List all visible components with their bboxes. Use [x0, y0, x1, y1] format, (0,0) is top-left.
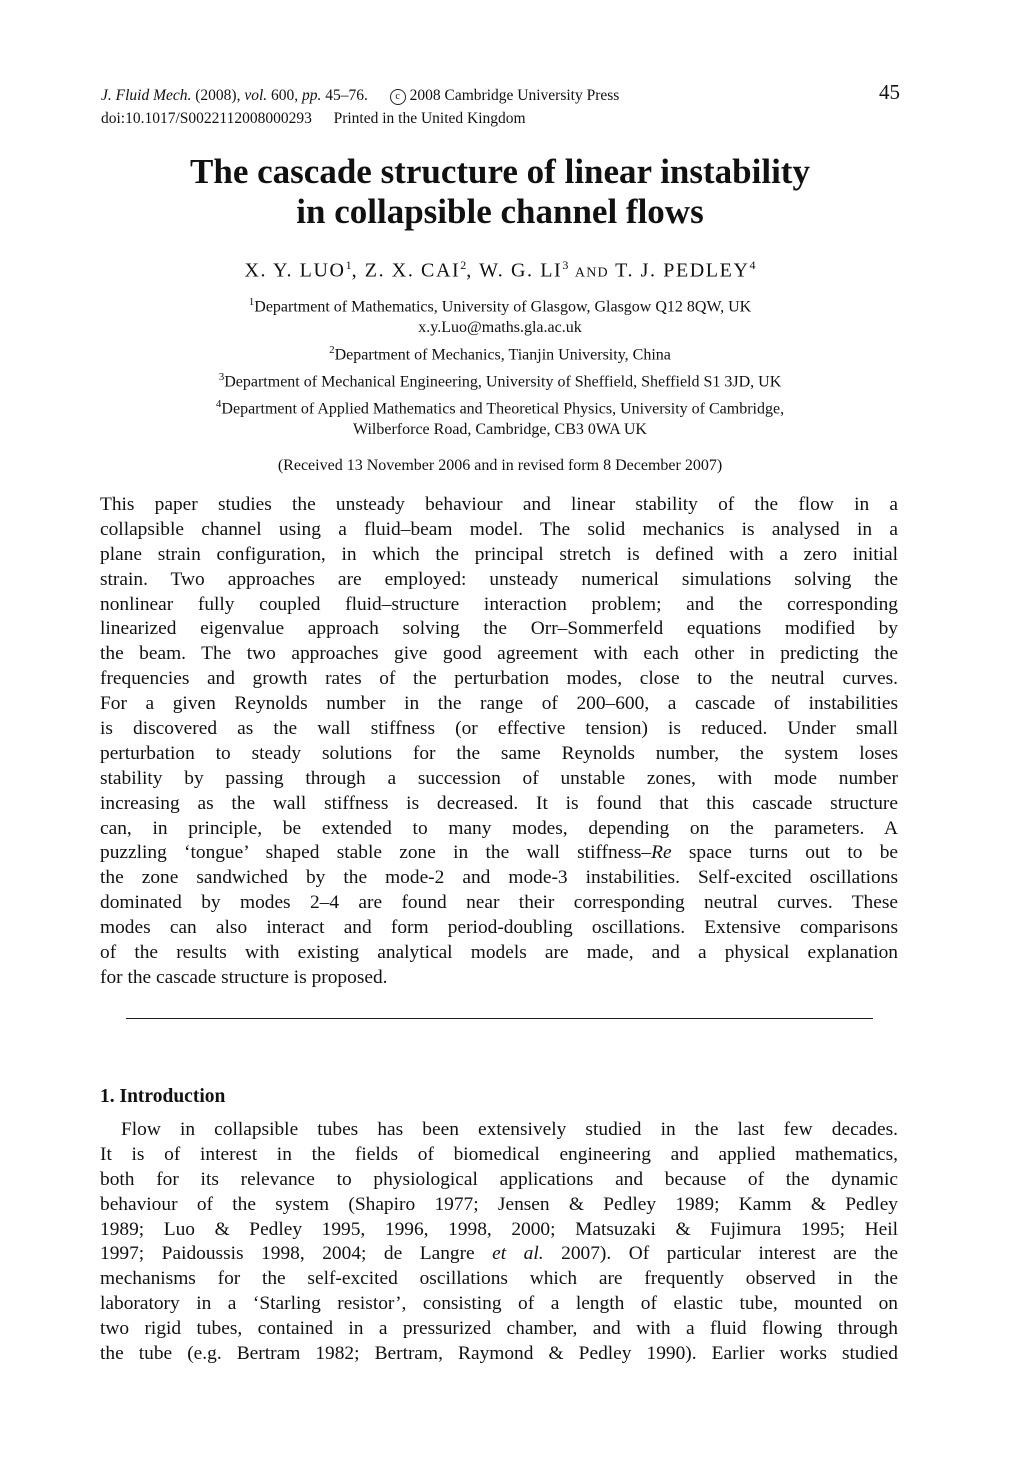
- affiliation-4-address: Wilberforce Road, Cambridge, CB3 0WA UK: [353, 421, 647, 439]
- printed-in: Printed in the United Kingdom: [333, 110, 526, 127]
- abstract-line: perturbation to steady solutions for the same Reynolds number, the system loses: [100, 742, 898, 764]
- affiliation-1-text: Department of Mathematics, University of Glasgow, Glasgow Q12 8QW, UK: [254, 298, 752, 316]
- section-title: Introduction: [119, 1086, 226, 1107]
- body-line: It is of interest in the fields of biomedical engineering and applied mathematics,: [100, 1143, 898, 1165]
- abstract-line: strain. Two approaches are employed: unsteady numerical simulations solving the: [100, 568, 898, 590]
- body-line: Flow in collapsible tubes has been extensively studied in the last few decades.: [121, 1119, 898, 1140]
- section-heading: [100, 1086, 225, 1108]
- abstract-line: the beam. The two approaches give good agreement with each other in predicting the: [100, 643, 898, 665]
- abstract-line: modes can also interact and form period-doubling oscillations. Extensive comparisons: [100, 917, 898, 939]
- abstract-line: plane strain configuration, in which the principal stretch is defined with a zero initial: [100, 543, 898, 565]
- affiliation-4: [100, 394, 900, 440]
- abstract-line-tail: space turns out to be: [671, 842, 898, 864]
- abstract-line: [100, 841, 898, 866]
- pages-label: pp.: [302, 87, 322, 104]
- abstract-line: collapsible channel using a fluid–beam model. The solid mechanics is analysed in a: [100, 518, 898, 540]
- abstract-line: stability by passing through a succession of unstable zones, with mode number: [100, 767, 898, 789]
- running-header: [101, 84, 901, 130]
- body-line: the tube (e.g. Bertram 1982; Bertram, Raymond & Pedley 1990). Earlier works studied: [100, 1343, 898, 1365]
- affiliation-1-marker: 1: [248, 296, 255, 308]
- author-2-affil: 2: [460, 258, 467, 272]
- author-4: T. J. PEDLEY: [615, 259, 750, 282]
- doi-line: [101, 107, 901, 130]
- abstract-line: increasing as the wall stiffness is decreased. It is found that this cascade structure: [100, 792, 898, 814]
- received-dates: (Received 13 November 2006 and in revised form 8 December 2007): [277, 457, 723, 474]
- copyright: 2008 Cambridge University Press: [409, 87, 620, 104]
- affiliation-3-text: Department of Mechanical Engineering, University of Sheffield, Sheffield S1 3JD, UK: [224, 373, 782, 391]
- abstract-line: For a given Reynolds number in the range of 200–600, a cascade of instabilities: [100, 693, 898, 715]
- body-line: behaviour of the system (Shapiro 1977; Jensen & Pedley 1989; Kamm & Pedley: [100, 1193, 898, 1215]
- author-2: Z. X. CAI: [364, 259, 461, 282]
- abstract-line: linearized eigenvalue approach solving the Orr–Sommerfeld equations modified by: [100, 618, 898, 640]
- body-line: [100, 1242, 898, 1267]
- body-line: laboratory in a ‘Starling resistor’, consisting of a length of elastic tube, mounted on: [100, 1293, 898, 1315]
- et-al: et al.: [492, 1243, 544, 1265]
- doi: doi:10.1017/S0022112008000293: [101, 110, 312, 127]
- abstract: [100, 493, 898, 991]
- affiliation-4-text: Department of Applied Mathematics and Theoretical Physics, University of Cambridge,: [221, 400, 785, 418]
- author-3: W. G. LI: [479, 259, 563, 282]
- body-line: two rigid tubes, contained in a pressurized chamber, and with a fluid flowing through: [100, 1318, 898, 1340]
- introduction-body: [100, 1118, 898, 1367]
- author-1-affil: 1: [345, 258, 352, 272]
- body-line: both for its relevance to physiological applications and because of the dynamic: [100, 1168, 898, 1190]
- volume: 600,: [271, 87, 299, 104]
- abstract-line: for the cascade structure is proposed.: [100, 966, 388, 988]
- affiliation-2: [100, 340, 900, 365]
- affiliation-2-text: Department of Mechanics, Tianjin University, China: [334, 346, 671, 364]
- author-4-affil: 4: [749, 258, 756, 272]
- abstract-line: nonlinear fully coupled fluid–structure interaction problem; and the corresponding: [100, 593, 898, 615]
- body-line: mechanisms for the self-excited oscillations which are frequently observed in the: [100, 1268, 898, 1290]
- title-line-1: The cascade structure of linear instability: [190, 152, 810, 191]
- affiliation-1: [100, 292, 900, 338]
- abstract-line: dominated by modes 2–4 are found near their corresponding neutral curves. These: [100, 892, 898, 914]
- journal-name: J. Fluid Mech.: [101, 87, 192, 104]
- abstract-divider: [126, 1018, 873, 1019]
- author-and: AND: [574, 265, 609, 281]
- abstract-line-text: puzzling ‘tongue’ shaped stable zone in the wall stiffness–: [100, 842, 652, 864]
- body-line: 1989; Luo & Pedley 1995, 1996, 1998, 2000; Matsuzaki & Fujimura 1995; Heil: [100, 1218, 898, 1240]
- paper-title: [100, 152, 900, 232]
- title-line-2: in collapsible channel flows: [296, 192, 704, 231]
- copyright-icon: c: [390, 89, 406, 105]
- body-line-text: 1997; Paidoussis 1998, 2004; de Langre: [100, 1243, 493, 1265]
- abstract-line: This paper studies the unsteady behaviour and linear stability of the flow in a: [100, 494, 898, 515]
- journal-year: (2008),: [195, 87, 241, 104]
- abstract-line: of the results with existing analytical models are made, and a physical explanation: [100, 942, 898, 964]
- affiliation-4-marker: 4: [215, 398, 222, 410]
- affiliation-3: [100, 367, 900, 392]
- affiliation-3-marker: 3: [218, 371, 225, 383]
- author-email: x.y.Luo@maths.gla.ac.uk: [418, 319, 582, 337]
- author-3-affil: 3: [562, 258, 569, 272]
- pages: 45–76.: [325, 87, 368, 104]
- affiliation-2-marker: 2: [329, 344, 335, 356]
- body-line-tail: 2007). Of particular interest are the: [543, 1243, 898, 1265]
- volume-label: vol.: [244, 87, 268, 104]
- abstract-line: the zone sandwiched by the mode-2 and mode-3 instabilities. Self-excited oscillations: [100, 867, 898, 889]
- abstract-line: frequencies and growth rates of the perturbation modes, close to the neutral curves.: [100, 668, 898, 690]
- author-1: X. Y. LUO: [244, 259, 346, 282]
- abstract-line: can, in principle, be extended to many modes, depending on the parameters. A: [100, 817, 898, 839]
- page-number: 45: [879, 80, 900, 104]
- abstract-line: is discovered as the wall stiffness (or effective tension) is reduced. Under small: [100, 718, 898, 740]
- author-list: X. Y. LUO$^1$, Z. X. CAI$^2$, W. G. $LI^3$ AND T. J. PEDLEY$^4$: [244, 258, 756, 282]
- reynolds-symbol: Re: [651, 842, 672, 864]
- section-number: 1.: [100, 1086, 115, 1107]
- citation-line: [101, 84, 901, 107]
